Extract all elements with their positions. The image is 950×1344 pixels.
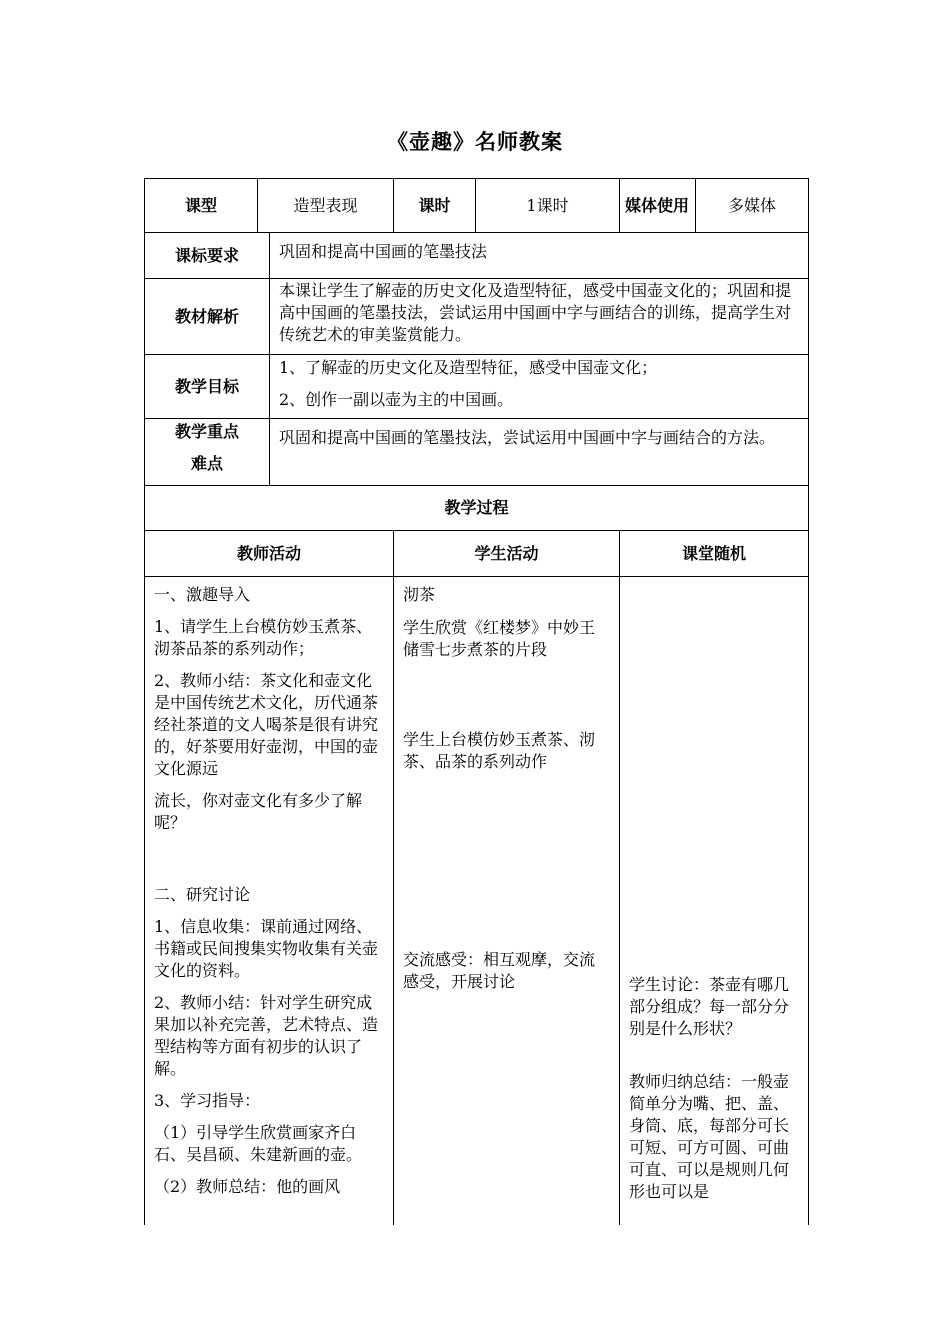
student-activity-header: 学生活动 [474,543,539,563]
student-p2: 学生欣赏《红楼梦》中妙王储雪七步煮茶的片段 [403,618,596,659]
media-value: 多媒体 [727,195,776,215]
lesson-plan-table [144,178,809,1225]
teacher-paragraph: 一、激趣导入 [154,585,251,604]
teacher-activity-header: 教师活动 [236,543,301,563]
student-p1: 沏茶 [403,585,436,604]
page-title: 《壶趣》名师教案 [387,130,563,154]
teacher-paragraph: 流长，你对壶文化有多少了解呢？ [154,791,363,832]
goal-1: 1、了解壶的历史文化及造型特征，感受中国壶文化； [279,358,658,377]
standard-label: 课标要求 [174,245,239,265]
student-p4: 交流感受：相互观摩，交流感受，开展讨论 [403,950,596,991]
lesson-type-label: 课型 [184,195,217,215]
classroom-p1: 学生讨论：茶壶有哪几部分组成？每一部分分别是什么形状？ [629,975,790,1038]
analysis-label: 教材解析 [174,306,239,326]
lesson-hours-value: 1课时 [526,195,569,215]
row-divider [145,418,808,419]
classroom-p2: 教师归纳总结：一般壶简单分为嘴、把、盖、身筒、底，每部分可长可短、可方可圆、可曲可直、可以是规则几何形也可以是 [629,1072,790,1201]
classroom-random-header: 课堂随机 [681,543,746,563]
lesson-type-value: 造型表现 [293,195,358,215]
goal-2: 2、创作一副以壶为主的中国画。 [279,390,514,409]
standard-text: 巩固和提高中国画的笔墨技法 [279,242,488,261]
goals-label: 教学目标 [174,376,239,396]
teacher-paragraph: 1、信息收集：课前通过网络、书籍或民间搜集实物收集有关壶文化的资料。 [154,917,379,980]
teacher-paragraph: 2、教师小结：针对学生研究成果加以补充完善，艺术特点、造型结构等方面有初步的认识了解。 [154,993,379,1078]
col-divider [269,232,270,485]
media-label: 媒体使用 [625,195,690,215]
process-title: 教学过程 [444,498,509,517]
student-p3: 学生上台模仿妙玉煮茶、沏茶、品茶的系列动作 [403,730,596,771]
teacher-paragraph: 3、学习指导： [154,1091,261,1110]
teacher-paragraph: （2）教师总结：他的画风 [154,1177,341,1196]
lesson-hours-label: 课时 [418,195,451,215]
key-label-1: 教学重点 [174,422,239,441]
teacher-paragraph: 二、研究讨论 [154,885,251,904]
teacher-paragraph: 2、教师小结：茶文化和壶文化是中国传统艺术文化，历代通茶经社茶道的文人喝茶是很有讲究的，好茶要用好壶沏，中国的壶文化源远 [154,671,379,778]
key-label-2: 难点 [190,454,223,473]
key-text: 巩固和提高中国画的笔墨技法，尝试运用中国画中字与画结合的方法。 [279,428,776,447]
teacher-paragraph: 1、请学生上台模仿妙玉煮茶、沏茶品茶的系列动作； [154,617,373,658]
teacher-paragraph: （1）引导学生欣赏画家齐白石、吴昌硕、朱建新画的壶。 [154,1123,363,1164]
teacher-activity-column [154,584,386,1208]
col-divider [393,530,394,1225]
analysis-text: 本课让学生了解壶的历史文化及造型特征，感受中国壶文化的；巩固和提高中国画的笔墨技法，尝试运用中国画中字与画结合的训练，提高学生对传统艺术的审美鉴赏能力。 [279,281,792,344]
col-divider [619,179,620,232]
row-divider [145,576,808,577]
col-divider [619,530,620,1225]
